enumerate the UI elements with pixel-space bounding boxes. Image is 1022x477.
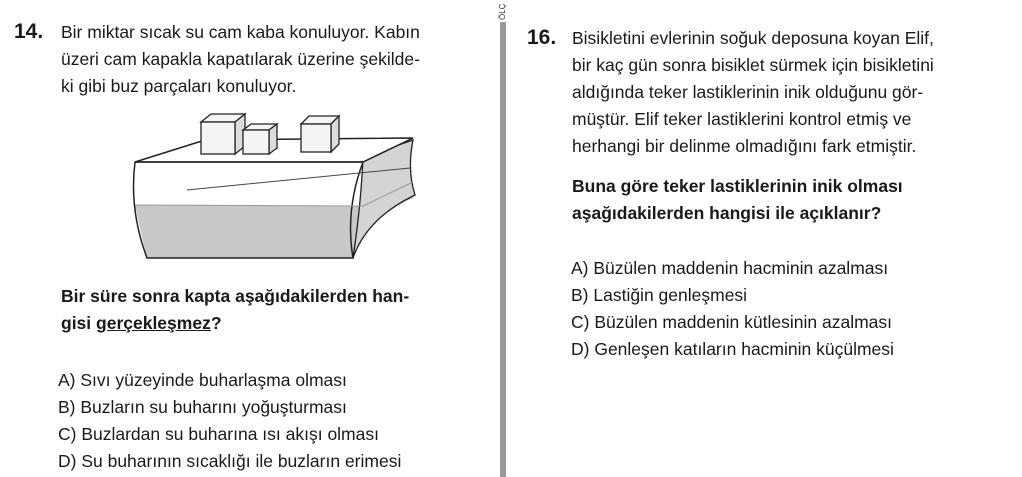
q16-option-c[interactable]: C) Büzülen maddenin kütlesinin azalması [571, 312, 892, 332]
q14-stem-line-1: Bir miktar sıcak su cam kaba konuluyor. Kabın [61, 22, 420, 42]
q16-stem-line-2: bir kaç gün sonra bisiklet sürmek için bisikletini [572, 55, 934, 75]
q14-option-c[interactable]: C) Buzlardan su buharına ısı akışı olması [58, 424, 379, 444]
column-divider [500, 22, 506, 477]
side-mark: ÖLÇ [498, 3, 507, 20]
q14-question-underlined: gerçekleşmez [96, 313, 211, 333]
question-14-number: 14. [14, 20, 44, 43]
q16-option-d[interactable]: D) Genleşen katıların hacminin küçülmesi [571, 339, 894, 359]
q16-stem-line-1: Bisikletini evlerinin soğuk deposuna koyan Elif, [572, 28, 934, 48]
q14-option-d[interactable]: D) Su buharının sıcaklığı ile buzların erimesi [58, 451, 402, 471]
question-16-number: 16. [527, 26, 557, 49]
q14-option-b[interactable]: B) Buzların su buharını yoğuşturması [58, 397, 347, 417]
q14-question-prefix: gisi [61, 313, 97, 333]
ice-cube-2 [243, 124, 277, 154]
q14-stem-line-3: ki gibi buz parçaları konuluyor. [61, 76, 297, 96]
q16-option-b[interactable]: B) Lastiğin genleşmesi [571, 285, 748, 305]
ice-cube-3 [301, 116, 339, 152]
q14-question-suffix: ? [210, 313, 222, 333]
q16-option-a[interactable]: A) Büzülen maddenin hacminin azalması [571, 258, 889, 278]
q16-stem-line-4: müştür. Elif teker lastiklerini kontrol etmiş ve [572, 109, 912, 129]
glass-container-figure [125, 110, 435, 270]
q14-option-a[interactable]: A) Sıvı yüzeyinde buharlaşma olması [58, 370, 347, 390]
q14-question-line-2 [61, 313, 222, 334]
q16-question-line-2: aşağıdakilerden hangisi ile açıklanır? [572, 203, 882, 223]
q16-question-line-1: Buna göre teker lastiklerinin inik olması [572, 176, 903, 196]
q14-question-line-1: Bir süre sonra kapta aşağıdakilerden han- [61, 286, 410, 306]
ice-cube-1 [201, 114, 245, 154]
q14-stem-line-2: üzeri cam kapakla kapatılarak üzerine şekilde- [61, 49, 420, 69]
q16-stem-line-5: herhangi bir delinme olmadığını fark etmiştir. [572, 136, 917, 156]
q16-stem-line-3: aldığında teker lastiklerinin inik olduğunu gör- [572, 82, 924, 102]
